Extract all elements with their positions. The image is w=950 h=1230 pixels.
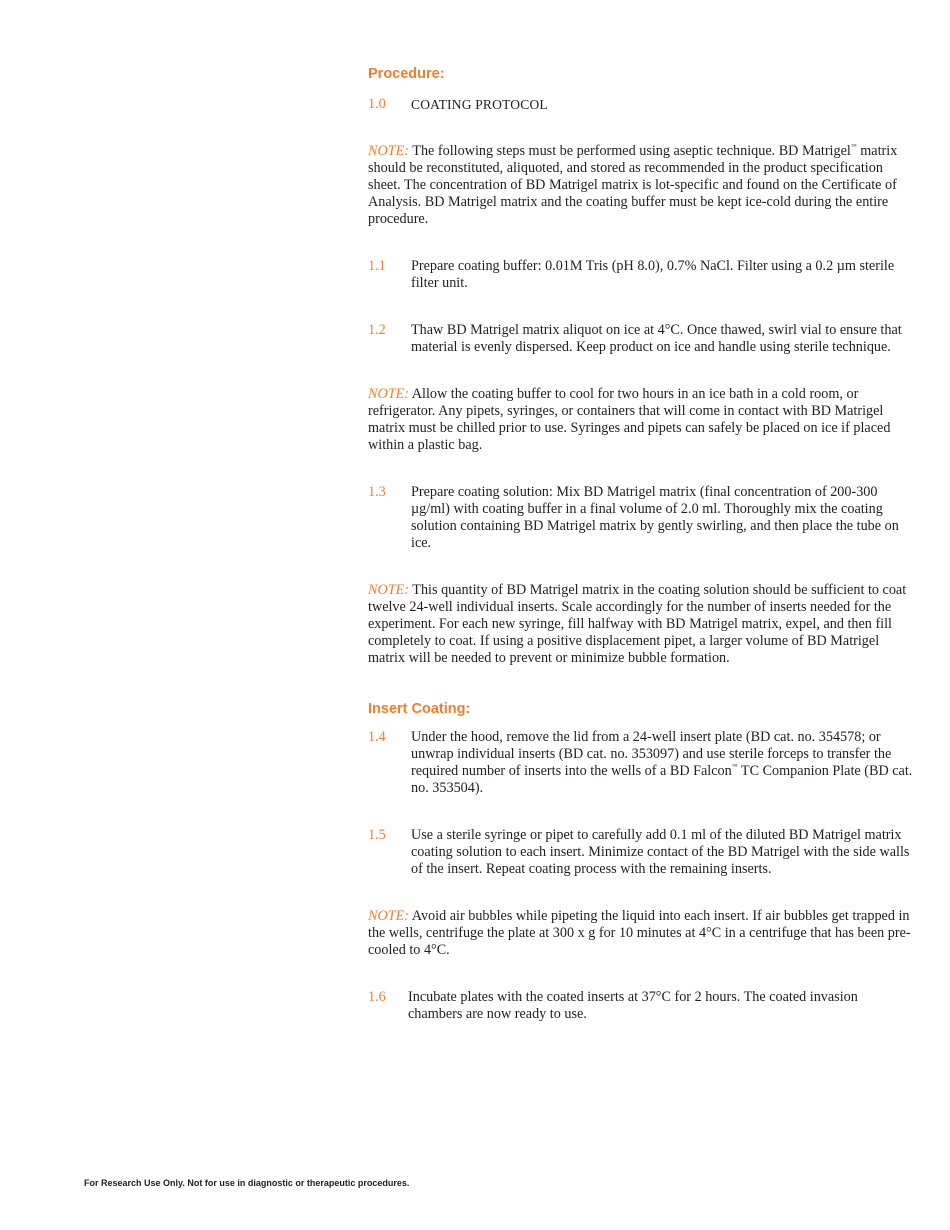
note-label: NOTE: [368,908,409,924]
step-number: 1.6 [368,989,386,1005]
section-number: 1.0 [368,96,386,112]
note-text: The following steps must be performed using aseptic technique. BD Matrigel [412,143,851,159]
note-text: Avoid air bubbles while pipeting the liquid into each insert. If air bubbles get trapped in the wells, centrifuge the plate at 300 x g for 10 minutes at 4°C in a centrifuge that has been pre-cooled to 4°C. [368,908,911,958]
note-air-bubbles [368,908,913,959]
note-label: NOTE: [368,143,409,159]
step-1-4 [368,729,913,797]
note-aseptic [368,143,913,228]
insert-coating-heading: Insert Coating: [368,701,471,717]
section-title: COATING PROTOCOL [411,97,548,112]
footer-disclaimer: For Research Use Only. Not for use in diagnostic or therapeutic procedures. [84,1178,410,1188]
step-number: 1.3 [368,484,386,500]
step-number: 1.2 [368,322,386,338]
procedure-content [368,66,913,1023]
step-1-1 [368,258,913,292]
step-number: 1.5 [368,827,386,843]
note-cooling [368,386,913,454]
step-1-3 [368,484,913,552]
note-text: Allow the coating buffer to cool for two hours in an ice bath in a cold room, or refrigerator. Any pipets, syringes, or containers that will come in contact with BD Matrigel matrix must be chilled prior to use. Syringes and pipets can safely be placed on ice if placed within a plastic bag. [368,386,891,453]
section-1-0 [368,96,913,113]
note-quantity [368,582,913,667]
note-text: This quantity of BD Matrigel matrix in the coating solution should be sufficient to coat twelve 24-well individual inserts. Scale accordingly for the number of inserts needed for the experiment. For each new syringe, fill halfway with BD Matrigel matrix, expel, and then fill completely to coat. If using a positive displacement pipet, a larger volume of BD Matrigel matrix will be needed to prevent or minimize bubble formation. [368,582,907,666]
note-text: matrix should be reconstituted, aliquoted, and stored as recommended in the product specification sheet. The concentration of BD Matrigel matrix is lot-specific and found on the Certificate of Analysis. BD Matrigel matrix and the coating buffer must be kept ice-cold during the entire procedure. [368,143,898,227]
step-text-part: Under the hood, remove the lid from a 24-well insert plate (BD cat. no. 354578; or unwrap individual inserts (BD cat. no. 353097) and use sterile forceps to transfer the required number of inserts into the wells of a BD Falcon [411,729,892,779]
note-label: NOTE: [368,582,409,598]
trademark-mark: ™ [850,144,857,150]
step-text: Thaw BD Matrigel matrix aliquot on ice at 4°C. Once thawed, swirl vial to ensure that material is evenly dispersed. Keep product on ice and handle using sterile technique. [411,322,902,355]
step-1-5 [368,827,913,878]
procedure-heading: Procedure: [368,66,445,82]
step-text: Incubate plates with the coated inserts at 37°C for 2 hours. The coated invasion chambers are now ready to use. [408,989,858,1022]
step-number: 1.4 [368,729,386,745]
step-1-6 [368,989,913,1023]
step-text-part: TC Companion Plate (BD cat. no. 353504). [411,763,913,796]
note-label: NOTE: [368,386,409,402]
step-text: Prepare coating solution: Mix BD Matrigel matrix (final concentration of 200-300 µg/ml) with coating buffer in a final volume of 2.0 ml. Thoroughly mix the coating solution containing BD Matrigel matrix by gently swirling, and then place the tube on ice. [411,484,899,551]
step-1-2 [368,322,913,356]
step-number: 1.1 [368,258,386,274]
step-text: Use a sterile syringe or pipet to carefully add 0.1 ml of the diluted BD Matrigel matrix coating solution to each insert. Minimize contact of the BD Matrigel with the side walls of the insert. Repeat coating process with the remaining inserts. [411,827,910,877]
trademark-mark: ™ [731,764,738,770]
step-text [411,729,913,797]
step-text: Prepare coating buffer: 0.01M Tris (pH 8.0), 0.7% NaCl. Filter using a 0.2 µm sterile filter unit. [411,258,895,291]
